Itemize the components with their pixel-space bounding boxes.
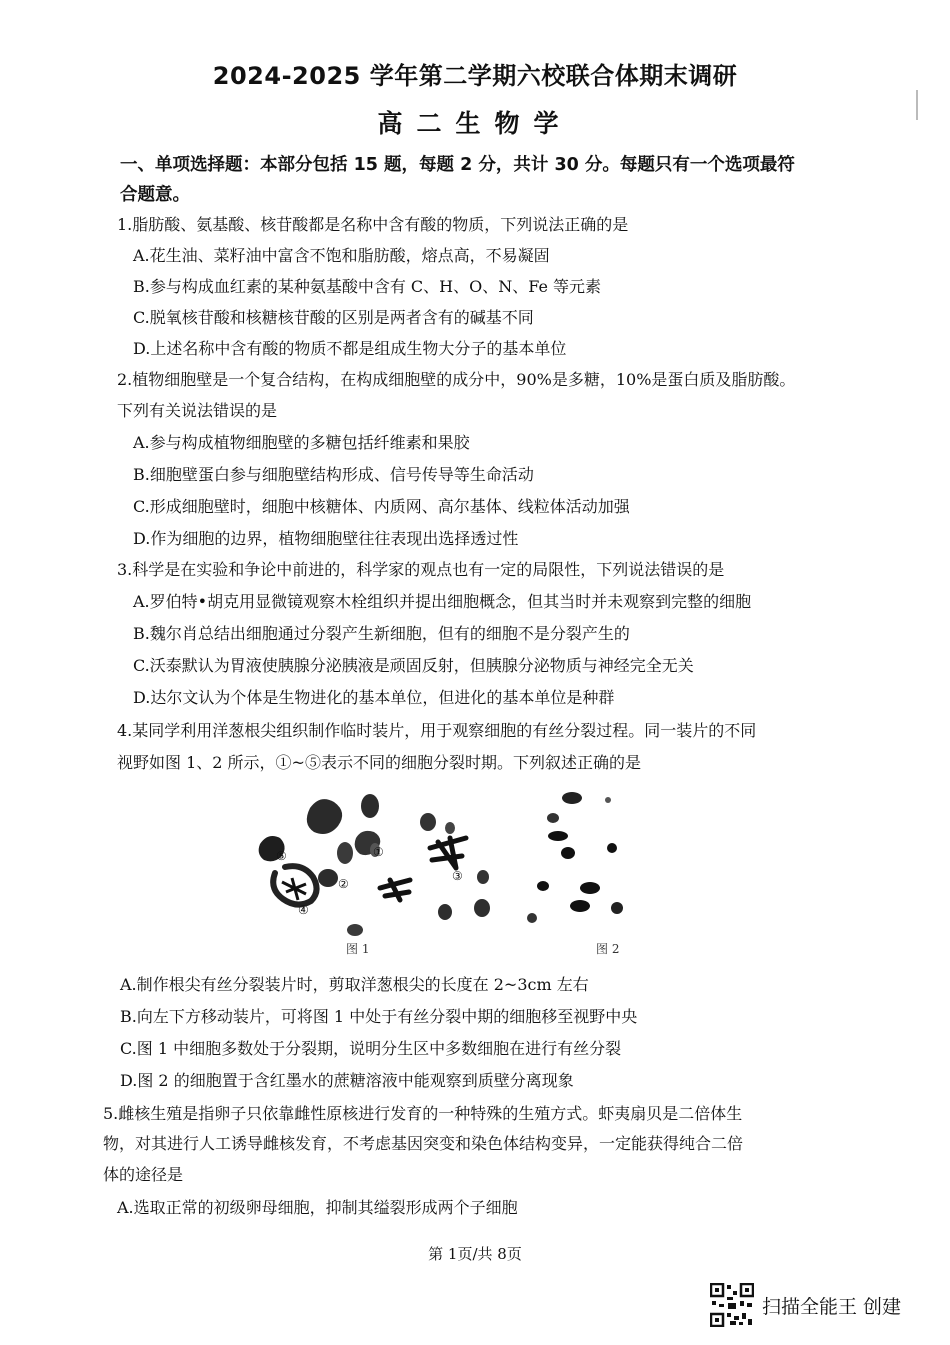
question-4-option-b: B.向左下方移动装片，可将图 1 中处于有丝分裂中期的细胞移至视野中央 <box>120 1007 638 1026</box>
question-4-stem-line1: 4.某同学利用洋葱根尖组织制作临时装片，用于观察细胞的有丝分裂过程。同一装片的不同 <box>117 721 757 740</box>
question-2-option-c: C.形成细胞壁时，细胞中核糖体、内质网、高尔基体、线粒体活动加强 <box>133 497 630 516</box>
scanner-watermark-text: 扫描全能王 创建 <box>762 1295 902 1318</box>
figure-1-label-3: ③ <box>452 869 463 883</box>
figure-1-micrograph <box>259 794 490 936</box>
question-3-option-b: B.魏尔肖总结出细胞通过分裂产生新细胞，但有的细胞不是分裂产生的 <box>133 624 630 643</box>
question-2-stem-line2: 下列有关说法错误的是 <box>117 401 278 420</box>
question-1-stem: 1.脂肪酸、氨基酸、核苷酸都是名称中含有酸的物质，下列说法正确的是 <box>117 215 629 234</box>
question-2-stem-line1: 2.植物细胞壁是一个复合结构，在构成细胞壁的成分中，90%是多糖，10%是蛋白质及脂肪酸。 <box>117 370 796 389</box>
figure-1-caption: 图 1 <box>346 942 370 956</box>
subject-title: 高二生物学 <box>377 109 573 138</box>
question-5-stem-line2: 物，对其进行人工诱导雌核发育，不考虑基因突变和染色体结构变异，一定能获得纯合二倍 <box>103 1134 744 1153</box>
figure-2-caption: 图 2 <box>596 942 620 956</box>
question-1-option-a: A.花生油、菜籽油中富含不饱和脂肪酸，熔点高，不易凝固 <box>133 246 550 265</box>
figure-1-label-5: ⑤ <box>276 849 287 863</box>
question-4-stem-line2: 视野如图 1、2 所示，①~⑤表示不同的细胞分裂时期。下列叙述正确的是 <box>117 753 641 772</box>
question-1-option-c: C.脱氧核苷酸和核糖核苷酸的区别是两者含有的碱基不同 <box>133 308 534 327</box>
micrograph-figures <box>240 778 640 958</box>
question-4-option-c: C.图 1 中细胞多数处于分裂期，说明分生区中多数细胞在进行有丝分裂 <box>120 1039 622 1058</box>
scanner-watermark <box>710 1283 901 1327</box>
question-2-option-d: D.作为细胞的边界，植物细胞壁往往表现出选择透过性 <box>133 529 519 548</box>
section-heading: 一、单项选择题：本部分包括 15 题，每题 2 分，共计 30 分。每题只有一个选项最符合题意。 <box>120 155 795 205</box>
question-1-option-b: B.参与构成血红素的某种氨基酸中含有 C、H、O、N、Fe 等元素 <box>133 277 602 296</box>
question-2-option-a: A.参与构成植物细胞壁的多糖包括纤维素和果胶 <box>133 433 470 452</box>
page-footer: 第 1页/共 8页 <box>428 1245 522 1263</box>
question-3-option-d: D.达尔文认为个体是生物进化的基本单位，但进化的基本单位是种群 <box>133 688 615 707</box>
question-1-option-d: D.上述名称中含有酸的物质不都是组成生物大分子的基本单位 <box>133 339 567 358</box>
figure-2-micrograph <box>527 792 623 923</box>
question-5-stem-line1: 5.雌核生殖是指卵子只依靠雌性原核进行发育的一种特殊的生殖方式。虾夷扇贝是二倍体生 <box>103 1104 743 1123</box>
question-3-option-a: A.罗伯特•胡克用显微镜观察木栓组织并提出细胞概念，但其当时并未观察到完整的细胞 <box>133 592 752 611</box>
question-3-stem: 3.科学是在实验和争论中前进的，科学家的观点也有一定的局限性，下列说法错误的是 <box>117 560 725 579</box>
question-4-option-a: A.制作根尖有丝分裂装片时，剪取洋葱根尖的长度在 2~3cm 左右 <box>120 975 589 994</box>
question-2-option-b: B.细胞壁蛋白参与细胞壁结构形成、信号传导等生命活动 <box>133 465 534 484</box>
exam-title: 2024-2025 学年第二学期六校联合体期末调研 <box>212 62 738 90</box>
figure-1-label-1: ① <box>373 845 384 859</box>
question-4-option-d: D.图 2 的细胞置于含红墨水的蔗糖溶液中能观察到质壁分离现象 <box>120 1071 574 1090</box>
question-5-option-a: A.选取正常的初级卵母细胞，抑制其缢裂形成两个子细胞 <box>117 1198 518 1217</box>
figure-1-label-2: ② <box>338 877 349 891</box>
question-3-option-c: C.沃泰默认为胃液使胰腺分泌胰液是顽固反射，但胰腺分泌物质与神经完全无关 <box>133 656 694 675</box>
question-5-stem-line3: 体的途径是 <box>103 1165 184 1184</box>
figure-1-label-4: ④ <box>298 903 309 917</box>
qr-code-icon <box>710 1283 754 1327</box>
